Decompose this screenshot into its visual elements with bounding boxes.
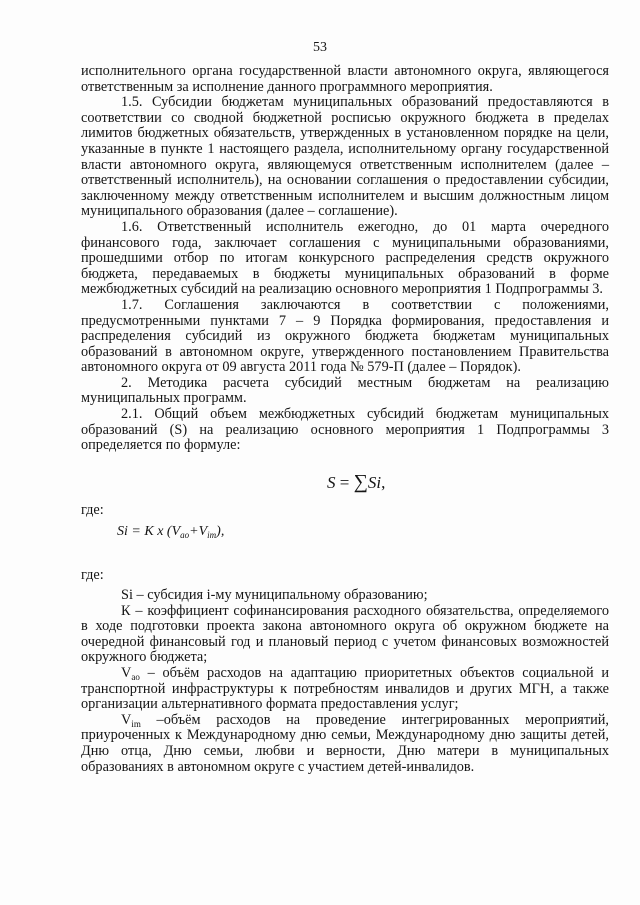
paragraph-continuation: исполнительного органа государственной власти автономного округа, являющегося ответственным за исполнение данного программного мероприятия.	[81, 63, 609, 95]
definition-si: Si – субсидия i-му муниципальному образованию;	[121, 587, 428, 604]
definition-vim: $V_{im}$ –объём расходов на проведение интегрированных мероприятий, приуроченных к Международному дню семьи, Международному дню защиты детей, Дню отца, Дню семьи, любви и верности, Дню матери в муниципальных образованиях в автономном округе с участием детей-инвалидов.	[81, 711, 609, 775]
formula-subsidy-per-municipality: Si = K x $(V_{ao}+V_{im})$,	[117, 524, 225, 541]
page-number: 53	[313, 40, 327, 55]
formula-total-subsidy: S = ∑Si,	[327, 470, 386, 493]
sigma-symbol: ∑	[353, 470, 368, 493]
paragraph-1-7: 1.7. Соглашения заключаются в соответствии с положениями, предусмотренными пунктами 7 – 9 Порядка формирования, предоставления и распределения субсидий из окружного бюджета бюджетам муниципальных образований в автономном округе, утвержденного постановлением Правительства автономного округа от 09 августа 2011 года № 579-П (далее – Порядок).	[81, 296, 609, 376]
paragraph-2: 2. Методика расчета субсидий местным бюджетам на реализацию муниципальных программ.	[81, 374, 609, 407]
document-body	[81, 64, 609, 775]
definition-k: К – коэффициент софинансирования расходного обязательства, определяемого в ходе подготовки проекта закона автономного округа об окружном бюджете на очередной финансовый год и плановый период с учетом финансовых возможностей окружного бюджета;	[81, 602, 609, 666]
where-label-2: где:	[81, 567, 104, 584]
paragraph-1-5: 1.5. Субсидии бюджетам муниципальных образований предоставляются в соответствии со сводной бюджетной росписью окружного бюджета в пределах лимитов бюджетных обязательств, утвержденных в установленном порядке на цели, указанные в пункте 1 настоящего раздела, исполнительному органу государственной власти автономного округа, являющемуся ответственным исполнителем (далее – ответственный исполнитель), на основании соглашения о предоставлении субсидии, заключенному между ответственным исполнителем и высшим должностным лицом муниципального образования (далее – соглашение).	[81, 94, 609, 220]
where-label-1: где:	[81, 501, 104, 518]
paragraph-2-1: 2.1. Общий объем межбюджетных субсидий бюджетам муниципальных образований (S) на реализацию основного мероприятия 1 Подпрограммы 3 определяется по формуле:	[81, 406, 609, 454]
paragraph-1-6: 1.6. Ответственный исполнитель ежегодно, до 01 марта очередного финансового года, заключает соглашения с муниципальными образованиями, прошедшими отбор по итогам конкурсного распределения средств окружного бюджета, передаваемых в бюджеты муниципальных образований в форме межбюджетных субсидий на реализацию основного мероприятия 1 Подпрограммы 3.	[81, 218, 609, 298]
definition-vao: $V_{ao}$ – объём расходов на адаптацию приоритетных объектов социальной и транспортной инфраструктуры к потребностям инвалидов и других МГН, а также организации альтернативного формата предоставления услуг;	[81, 665, 609, 713]
